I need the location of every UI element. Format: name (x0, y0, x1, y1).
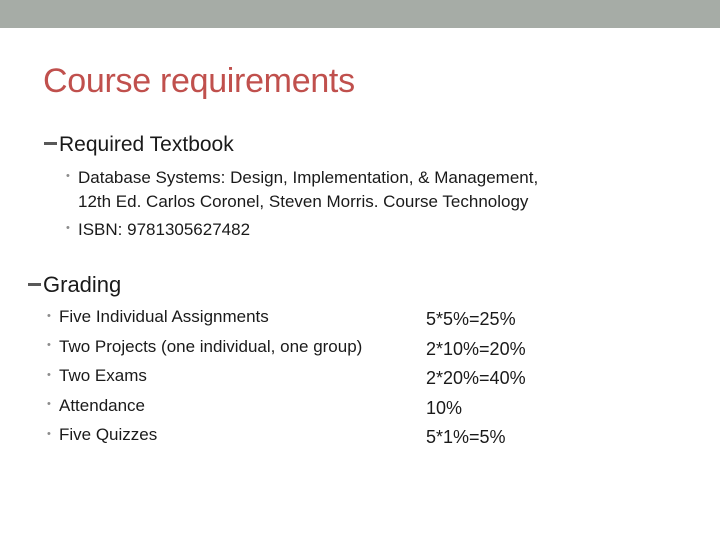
bullet-dot-icon: • (47, 309, 51, 322)
grading-item-label (47, 336, 362, 359)
textbook-heading-label: Required Textbook (59, 133, 234, 156)
grading-item-value: 5*5%=25% (426, 309, 516, 329)
textbook-line-1: Database Systems: Design, Implementation, & Management, (78, 168, 539, 187)
bullet-dot-icon: • (47, 427, 51, 440)
textbook-item-isbn (66, 218, 250, 242)
bullet-dot-icon: • (47, 398, 51, 411)
grading-heading (28, 272, 121, 298)
bullet-dot-icon: • (66, 222, 70, 235)
slide-title: Course requirements (43, 62, 355, 100)
grading-heading-label: Grading (43, 272, 122, 297)
grading-item-value: 2*10%=20% (426, 338, 526, 359)
grading-item-value: 5*1%=5% (426, 427, 506, 447)
grading-label-text: Five Individual Assignments (59, 307, 269, 326)
bullet-dot-icon: • (66, 170, 70, 183)
grading-label-text: Two Exams (59, 366, 147, 385)
textbook-isbn: ISBN: 9781305627482 (78, 220, 251, 239)
textbook-line-2: 12th Ed. Carlos Coronel, Steven Morris. Course Technology (78, 192, 529, 212)
textbook-heading (44, 133, 234, 157)
grading-item-label (47, 365, 147, 388)
dash-bullet-icon (28, 283, 41, 286)
dash-bullet-icon (44, 142, 57, 145)
grading-item-value: 10% (426, 397, 463, 418)
grading-item-label (47, 424, 157, 447)
grading-label-text: Attendance (59, 395, 146, 415)
grading-item-label (47, 306, 269, 329)
grading-label-text: Five Quizzes (59, 425, 158, 444)
bullet-dot-icon: • (47, 368, 51, 381)
grading-item-value: 2*20%=40% (426, 368, 526, 388)
textbook-item-title (66, 166, 538, 213)
grading-item-label (47, 395, 145, 418)
top-banner (0, 0, 720, 28)
grading-label-text: Two Projects (one individual, one group) (59, 336, 363, 356)
bullet-dot-icon: • (47, 339, 51, 352)
